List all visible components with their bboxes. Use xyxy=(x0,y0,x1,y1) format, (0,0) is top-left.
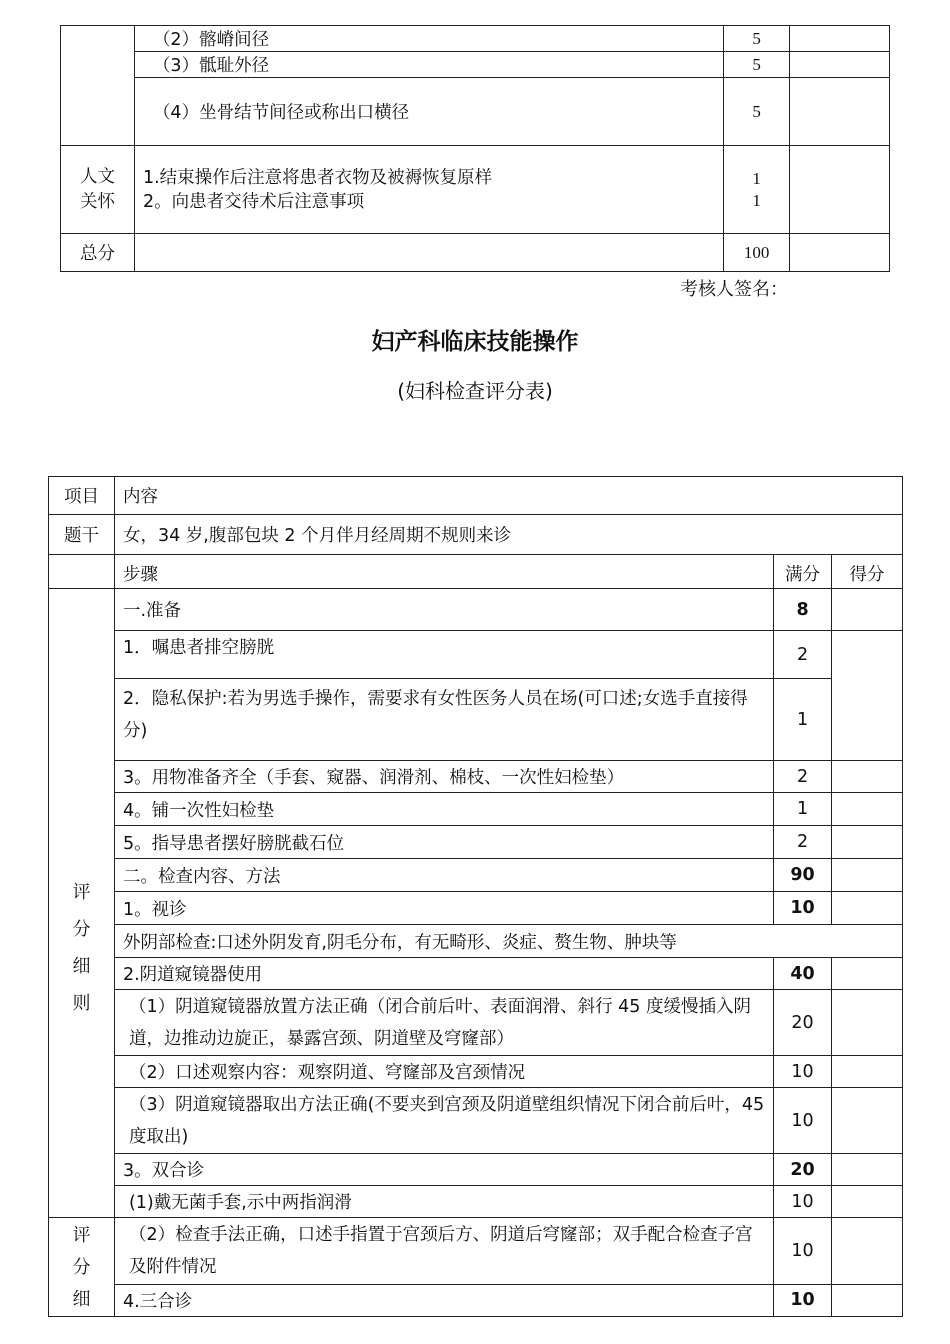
section-label-char: 细 xyxy=(72,1289,91,1310)
item-cell: （2）髂嵴间径 xyxy=(134,26,723,52)
step-text: 3。用物准备齐全（手套、窥器、润滑剂、棉枝、一次性妇检垫） xyxy=(114,761,773,793)
step-score: 2 xyxy=(774,631,832,679)
got-cell xyxy=(790,234,890,272)
page-subtitle: (妇科检查评分表) xyxy=(397,379,553,403)
step-score: 8 xyxy=(774,589,832,631)
section-label-scoring-rules-continued xyxy=(49,1218,115,1317)
score-cell: 5 xyxy=(724,78,790,146)
step-score: 10 xyxy=(774,1056,832,1088)
step-text: 3。双合诊 xyxy=(114,1154,773,1186)
step-score: 10 xyxy=(774,892,832,925)
category-cell-empty xyxy=(61,26,135,146)
item-line: 1.结束操作后注意将患者衣物及被褥恢复原样 xyxy=(142,167,493,188)
item-cell: （3）骶耻外径 xyxy=(134,52,723,78)
category-line: 人文 xyxy=(79,166,115,187)
step-score: 1 xyxy=(774,679,832,761)
section-label-char: 细 xyxy=(72,956,91,977)
item-cell: （4）坐骨结节间径或称出口横径 xyxy=(134,78,723,146)
got-cell xyxy=(832,859,903,892)
step-text: 二。检查内容、方法 xyxy=(114,859,773,892)
step-score: 10 xyxy=(774,1186,832,1218)
got-cell xyxy=(832,1056,903,1088)
got-cell xyxy=(790,26,890,52)
total-label: 总分 xyxy=(61,234,135,272)
step-text: （2）检查手法正确，口述手指置于宫颈后方、阴道后穹窿部；双手配合检查子宫及附件情况 xyxy=(114,1218,773,1285)
got-cell xyxy=(832,1186,903,1218)
score-cell: 5 xyxy=(724,52,790,78)
score-cell: 5 xyxy=(724,26,790,52)
step-text: 5。指导患者摆好膀胱截石位 xyxy=(114,826,773,859)
step-score: 10 xyxy=(774,1218,832,1285)
got-cell xyxy=(832,958,903,990)
gyn-exam-score-table xyxy=(48,476,903,1317)
score-table-continued xyxy=(60,25,890,272)
header-content: 内容 xyxy=(114,477,902,515)
got-cell xyxy=(832,990,903,1056)
step-score: 2 xyxy=(774,826,832,859)
got-cell xyxy=(832,631,903,761)
step-score: 90 xyxy=(774,859,832,892)
step-text: 2.阴道窥镜器使用 xyxy=(114,958,773,990)
section-label-char: 则 xyxy=(72,993,91,1014)
got-cell xyxy=(832,1284,903,1316)
step-text: 2．隐私保护:若为男选手操作，需要求有女性医务人员在场(可口述;女选手直接得分) xyxy=(114,679,773,761)
steps-header: 步骤 xyxy=(114,555,773,589)
stem-label: 题干 xyxy=(49,515,115,555)
item-cell xyxy=(134,146,723,234)
section-label-char: 评 xyxy=(72,882,91,903)
section-label-char: 分 xyxy=(72,1257,91,1278)
got-cell xyxy=(832,826,903,859)
empty-cell xyxy=(49,555,115,589)
step-score: 2 xyxy=(774,761,832,793)
section-label-scoring-rules xyxy=(49,589,115,1218)
step-text: （3）阴道窥镜器取出方法正确(不要夹到宫颈及阴道壁组织情况下闭合前后叶，45 度取出) xyxy=(114,1088,773,1154)
category-line: 关怀 xyxy=(79,191,115,212)
got-cell xyxy=(790,52,890,78)
score-cell xyxy=(724,146,790,234)
step-text: 1．嘱患者排空膀胱 xyxy=(114,631,773,679)
stem-text: 女，34 岁,腹部包块 2 个月伴月经周期不规则来诊 xyxy=(114,515,902,555)
score-line: 1 xyxy=(752,190,761,210)
step-text: 1。视诊 xyxy=(114,892,773,925)
got-cell xyxy=(832,761,903,793)
full-score-header: 满分 xyxy=(774,555,832,589)
got-cell xyxy=(832,589,903,631)
got-cell xyxy=(832,1154,903,1186)
got-cell xyxy=(790,78,890,146)
item-line: 2。向患者交待术后注意事项 xyxy=(142,191,365,212)
header-item: 项目 xyxy=(49,477,115,515)
got-cell xyxy=(832,892,903,925)
step-text: （1）阴道窥镜器放置方法正确（闭合前后叶、表面润滑、斜行 45 度缓慢插入阴道，边推动边旋正，暴露宫颈、阴道壁及穹窿部） xyxy=(114,990,773,1056)
got-cell xyxy=(832,1218,903,1285)
step-text: (1)戴无菌手套,示中两指润滑 xyxy=(114,1186,773,1218)
score-line: 1 xyxy=(752,168,761,188)
section-label-char: 分 xyxy=(72,919,91,940)
step-score: 40 xyxy=(774,958,832,990)
step-score: 20 xyxy=(774,1154,832,1186)
step-score: 10 xyxy=(774,1284,832,1316)
got-cell xyxy=(790,146,890,234)
step-score: 20 xyxy=(774,990,832,1056)
category-cell xyxy=(61,146,135,234)
step-text: 一.准备 xyxy=(114,589,773,631)
step-text: 外阴部检查:口述外阴发育,阴毛分布，有无畸形、炎症、赘生物、肿块等 xyxy=(114,925,902,958)
page-title: 妇产科临床技能操作 xyxy=(371,329,579,355)
step-text: 4.三合诊 xyxy=(114,1284,773,1316)
got-score-header: 得分 xyxy=(832,555,903,589)
got-cell xyxy=(832,1088,903,1154)
total-score: 100 xyxy=(724,234,790,272)
section-label-char: 评 xyxy=(72,1225,91,1246)
step-text: （2）口述观察内容：观察阴道、穹窿部及宫颈情况 xyxy=(114,1056,773,1088)
got-cell xyxy=(832,793,903,826)
step-text: 4。铺一次性妇检垫 xyxy=(114,793,773,826)
step-score: 10 xyxy=(774,1088,832,1154)
step-score: 1 xyxy=(774,793,832,826)
examiner-signature-label: 考核人签名： xyxy=(680,279,788,300)
total-content xyxy=(134,234,723,272)
